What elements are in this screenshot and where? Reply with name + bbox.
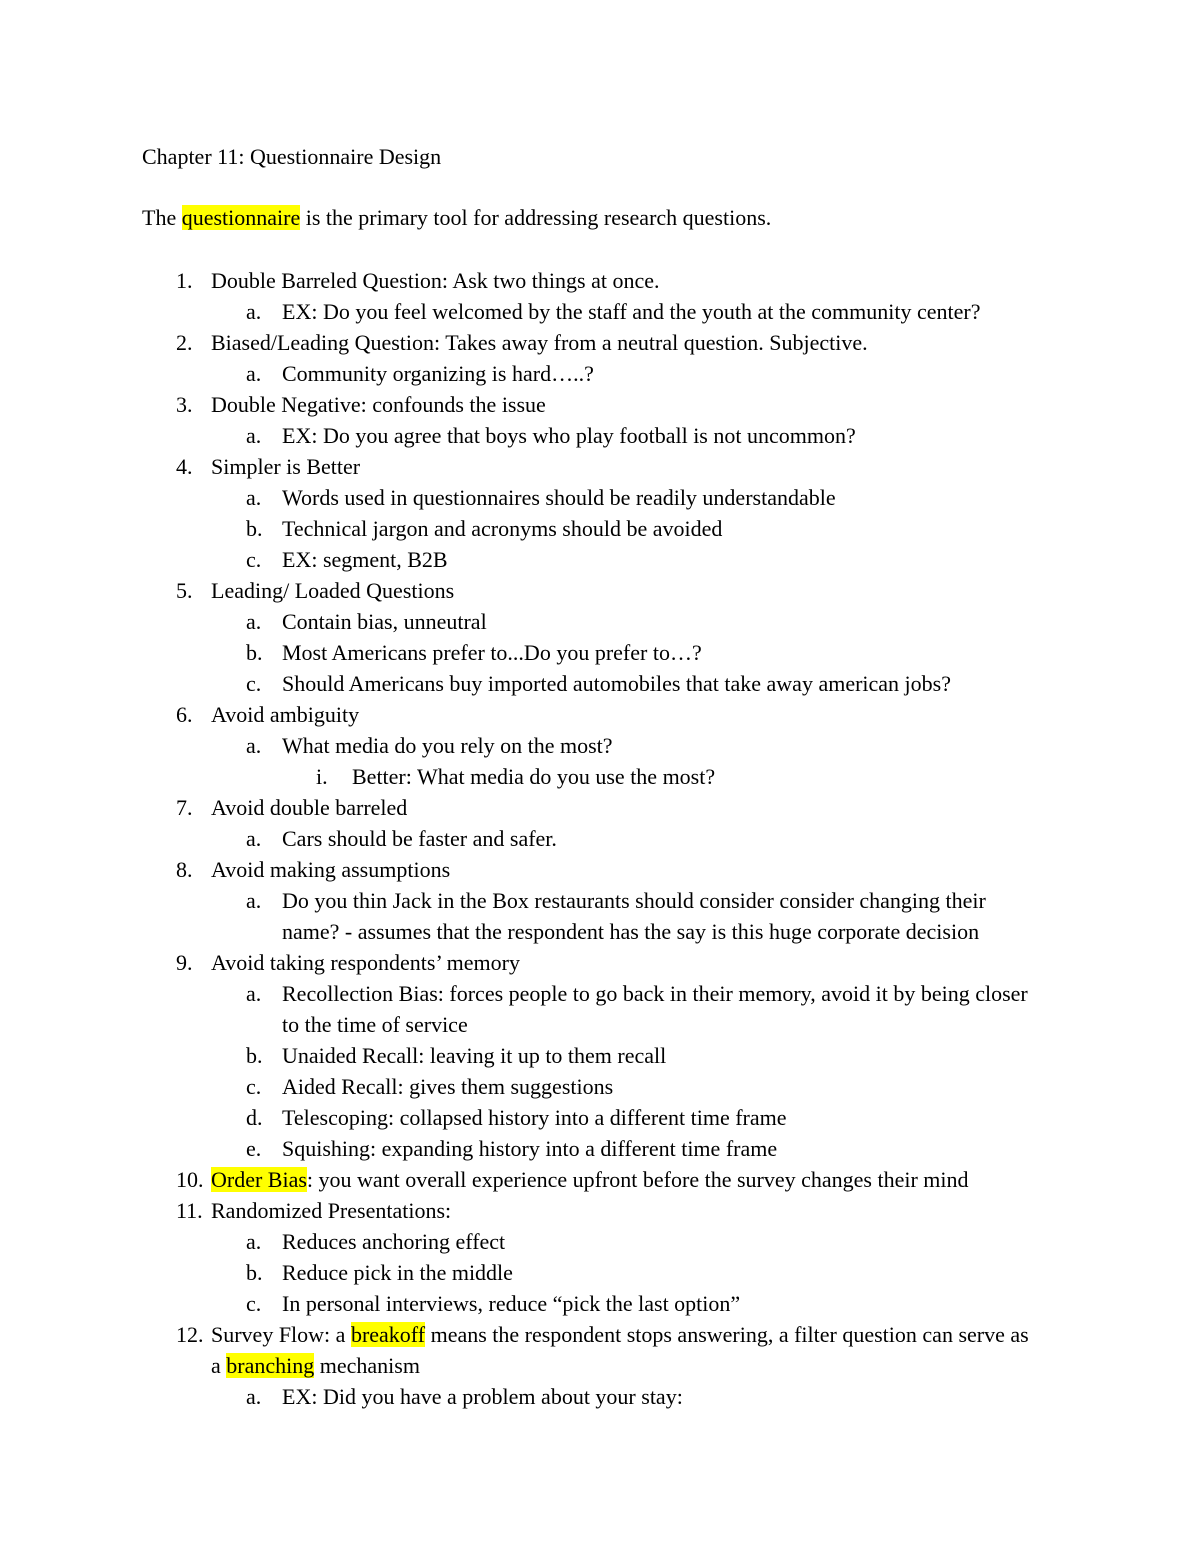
list-marker: 8. xyxy=(176,857,193,882)
list-item xyxy=(0,451,1200,482)
list-marker: d. xyxy=(246,1105,263,1130)
list-item xyxy=(0,1257,1200,1288)
list-item-text xyxy=(211,1319,1041,1381)
list-item xyxy=(0,792,1200,823)
outline-list xyxy=(0,265,1200,1412)
intro-after: is the primary tool for addressing research questions. xyxy=(300,205,772,230)
highlighted-term-questionnaire: questionnaire xyxy=(181,205,301,230)
list-item-text: Words used in questionnaires should be readily understandable xyxy=(282,485,836,510)
intro-before: The xyxy=(142,205,182,230)
highlighted-term-branching: branching xyxy=(226,1353,315,1378)
list-marker: b. xyxy=(246,1043,263,1068)
list-marker: 11. xyxy=(176,1198,203,1223)
list-item xyxy=(0,358,1200,389)
list-item xyxy=(0,327,1200,358)
list-item-text: EX: Did you have a problem about your stay: xyxy=(282,1384,683,1409)
list-item-text: Avoid making assumptions xyxy=(211,857,451,882)
list-marker: 1. xyxy=(176,268,193,293)
list-item xyxy=(0,1164,1200,1195)
list-marker: 10. xyxy=(176,1167,204,1192)
list-marker: a. xyxy=(246,826,262,851)
list-item-text: What media do you rely on the most? xyxy=(282,733,613,758)
list-item xyxy=(0,1226,1200,1257)
list-item xyxy=(0,389,1200,420)
list-item xyxy=(0,1381,1200,1412)
list-item xyxy=(0,1195,1200,1226)
list-item-text: Biased/Leading Question: Takes away from a neutral question. Subjective. xyxy=(211,330,868,355)
list-item xyxy=(0,823,1200,854)
list-item xyxy=(0,544,1200,575)
list-item xyxy=(0,978,1200,1040)
list-item-text: Should Americans buy imported automobiles that take away american jobs? xyxy=(282,671,951,696)
list-marker: c. xyxy=(246,1074,262,1099)
list-marker: i. xyxy=(316,764,328,789)
list-item xyxy=(0,637,1200,668)
list-item xyxy=(0,482,1200,513)
list-item xyxy=(0,1102,1200,1133)
list-item-text: Better: What media do you use the most? xyxy=(352,764,716,789)
list-item xyxy=(0,1040,1200,1071)
list-item-text: Technical jargon and acronyms should be avoided xyxy=(282,516,723,541)
list-marker: a. xyxy=(246,609,262,634)
list-item xyxy=(0,606,1200,637)
list-item-text: Reduces anchoring effect xyxy=(282,1229,506,1254)
list-marker: 12. xyxy=(176,1322,204,1347)
survey-flow-text-1: Survey Flow: a xyxy=(211,1322,351,1347)
list-item-text: Randomized Presentations: xyxy=(211,1198,452,1223)
list-item xyxy=(0,668,1200,699)
list-marker: 2. xyxy=(176,330,193,355)
list-item xyxy=(0,575,1200,606)
list-item xyxy=(0,420,1200,451)
list-marker: 4. xyxy=(176,454,193,479)
list-item-text: Avoid taking respondents’ memory xyxy=(211,950,520,975)
list-item xyxy=(0,699,1200,730)
list-marker: a. xyxy=(246,1384,262,1409)
list-item xyxy=(0,265,1200,296)
list-marker: b. xyxy=(246,640,263,665)
list-item xyxy=(0,1071,1200,1102)
list-marker: a. xyxy=(246,981,262,1006)
list-marker: 7. xyxy=(176,795,193,820)
survey-flow-text-3: mechanism xyxy=(314,1353,420,1378)
list-item-text: Double Barreled Question: Ask two things at once. xyxy=(211,268,660,293)
list-item-text: Simpler is Better xyxy=(211,454,361,479)
list-marker: c. xyxy=(246,1291,262,1316)
highlighted-term-breakoff: breakoff xyxy=(350,1322,426,1347)
list-item-text: Squishing: expanding history into a different time frame xyxy=(282,1136,778,1161)
list-item xyxy=(0,885,1200,947)
list-item xyxy=(0,761,1200,792)
list-marker: a. xyxy=(246,888,262,913)
list-marker: 6. xyxy=(176,702,193,727)
list-item-text: Contain bias, unneutral xyxy=(282,609,487,634)
list-marker: c. xyxy=(246,547,262,572)
list-marker: b. xyxy=(246,1260,263,1285)
list-item-text: Community organizing is hard…..? xyxy=(282,361,594,386)
list-item-text: Unaided Recall: leaving it up to them recall xyxy=(282,1043,667,1068)
highlighted-term-order-bias: Order Bias xyxy=(211,1167,307,1192)
list-marker: 5. xyxy=(176,578,193,603)
list-item xyxy=(0,296,1200,327)
list-item-text: In personal interviews, reduce “pick the last option” xyxy=(282,1291,741,1316)
list-item xyxy=(0,730,1200,761)
list-item-text: Recollection Bias: forces people to go back in their memory, avoid it by being closer to the time of service xyxy=(282,981,1028,1037)
list-marker: c. xyxy=(246,671,262,696)
survey-flow-text-2: means the respondent stops answering, a filter question can serve as a xyxy=(211,1322,1029,1378)
list-item-text-rest: : you want overall experience upfront before the survey changes their mind xyxy=(306,1167,969,1192)
list-item-text: Most Americans prefer to...Do you prefer to…? xyxy=(282,640,702,665)
list-item-text: Double Negative: confounds the issue xyxy=(211,392,546,417)
list-marker: a. xyxy=(246,485,262,510)
intro-paragraph xyxy=(142,203,771,233)
list-item-text: Leading/ Loaded Questions xyxy=(211,578,455,603)
list-item-text: Do you thin Jack in the Box restaurants should consider consider changing their name? - assumes that the respondent has the say is this huge corporate decision xyxy=(282,888,986,944)
list-marker: a. xyxy=(246,299,262,324)
list-item-text: EX: segment, B2B xyxy=(282,547,448,572)
list-marker: a. xyxy=(246,361,262,386)
list-item xyxy=(0,513,1200,544)
list-item-text: EX: Do you agree that boys who play football is not uncommon? xyxy=(282,423,856,448)
page-title: Chapter 11: Questionnaire Design xyxy=(142,144,442,169)
list-item-text xyxy=(211,1164,1041,1195)
list-item-text: EX: Do you feel welcomed by the staff and the youth at the community center? xyxy=(282,299,981,324)
list-item xyxy=(0,1288,1200,1319)
list-item-text: Cars should be faster and safer. xyxy=(282,826,557,851)
list-marker: b. xyxy=(246,516,263,541)
list-marker: a. xyxy=(246,733,262,758)
list-marker: 9. xyxy=(176,950,193,975)
list-item xyxy=(0,854,1200,885)
list-marker: a. xyxy=(246,423,262,448)
list-item-text: Avoid ambiguity xyxy=(211,702,360,727)
list-marker: 3. xyxy=(176,392,193,417)
list-item-text: Telescoping: collapsed history into a different time frame xyxy=(282,1105,787,1130)
list-item xyxy=(0,1319,1200,1381)
list-item xyxy=(0,947,1200,978)
list-item-text: Aided Recall: gives them suggestions xyxy=(282,1074,614,1099)
list-item-text: Reduce pick in the middle xyxy=(282,1260,513,1285)
list-marker: e. xyxy=(246,1136,262,1161)
list-marker: a. xyxy=(246,1229,262,1254)
list-item-text: Avoid double barreled xyxy=(211,795,408,820)
list-item xyxy=(0,1133,1200,1164)
